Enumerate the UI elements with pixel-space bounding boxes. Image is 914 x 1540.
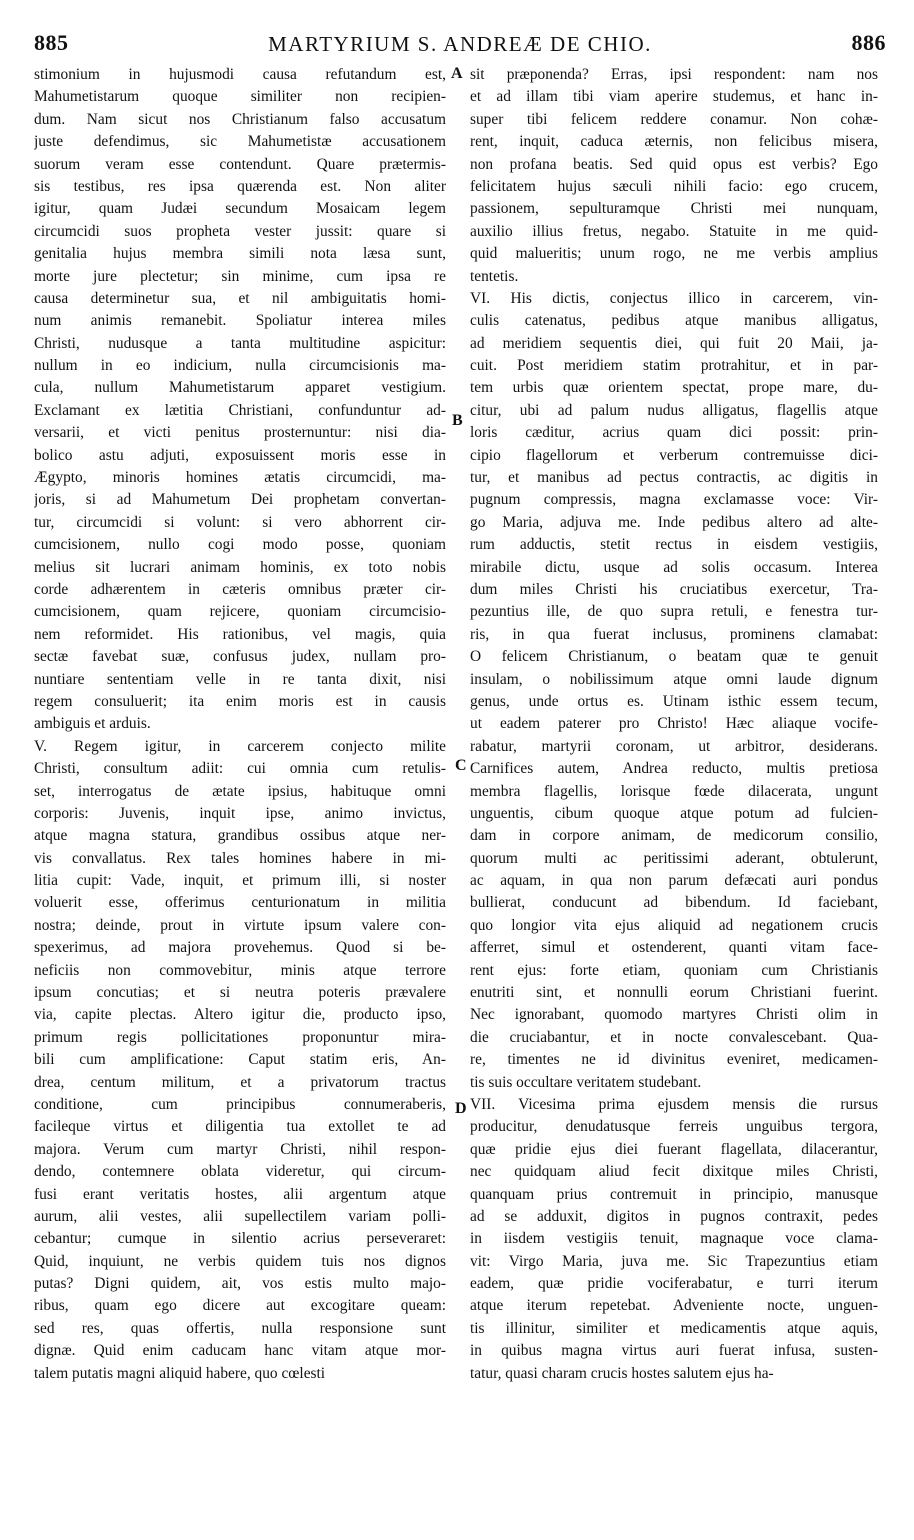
running-title: MARTYRIUM S. ANDREÆ DE CHIO. bbox=[268, 32, 652, 56]
right-column-line: tis illinitur, similiter et medicamentis atque aquis, bbox=[470, 1319, 878, 1337]
right-column-line: loris cæditur, acrius quam dici possit: prin- bbox=[470, 424, 878, 442]
right-column-line: atque iterum repetebat. Adveniente nocte, unguen- bbox=[470, 1297, 878, 1315]
right-column-line: cipio flagellorum et verberum contremuisse dici- bbox=[470, 446, 878, 464]
left-column-line: dignæ. Quid enim caducam hanc vitam atque mor- bbox=[34, 1342, 446, 1360]
left-column-line: nem reformidet. His rationibus, vel magis, quia bbox=[34, 625, 446, 643]
right-column-line: rent, inquit, caduca æternis, non felicibus misera, bbox=[470, 133, 878, 151]
left-column-line: genitalia hujus membra simili nota læsa sunt, bbox=[34, 245, 446, 263]
right-column-line: citur, ubi ad palum nudus alligatus, flagellis atque bbox=[470, 401, 878, 419]
left-column-line: majora. Verum cum martyr Christi, nihil respon- bbox=[34, 1140, 446, 1158]
left-column-line: litia cupit: Vade, inquit, et primum illi, si noster bbox=[34, 872, 446, 890]
left-column-line: bili cum amplificatione: Caput statim eris, An- bbox=[34, 1051, 446, 1069]
left-column-line: nostra; deinde, prout in virtute ipsum valere con- bbox=[34, 916, 446, 934]
right-column-line: VII. Vicesima prima ejusdem mensis die rursus bbox=[470, 1095, 878, 1113]
right-column-line: Nec ignorabant, quomodo martyres Christi olim in bbox=[470, 1006, 878, 1024]
left-column-line: V. Regem igitur, in carcerem conjecto milite bbox=[34, 737, 446, 755]
right-column-line: genus, unde ortus es. Utinam isthic essem tecum, bbox=[470, 692, 878, 710]
left-column-line: corporis: Juvenis, inquit ipse, animo invictus, bbox=[34, 804, 446, 822]
right-column-line: quo longior vita ejus aliquid ad negationem crucis bbox=[470, 916, 878, 934]
right-column-line: vit: Virgo Maria, juva me. Sic Trapezuntius etiam bbox=[470, 1252, 878, 1270]
left-column-line: ipsum concutias; et si neutra poteris prævalere bbox=[34, 984, 446, 1002]
right-column-line: rent ejus: forte etiam, quoniam cum Christianis bbox=[470, 961, 878, 979]
right-column-line: tur, et manibus ad pectus contractis, ac digitis in bbox=[470, 469, 878, 487]
right-column-line: mirabile dictu, usque ad solis occasum. Interea bbox=[470, 558, 878, 576]
left-column-line: bolico astu adjuti, exposuissent moris esse in bbox=[34, 446, 446, 464]
left-column-line: tur, circumcidi si volunt: si vero abhorrent cir- bbox=[34, 513, 446, 531]
left-column-line: sed res, quas offertis, nulla responsione sunt bbox=[34, 1319, 446, 1337]
right-column-line: tem urbis quæ orientem spectat, prope mare, du- bbox=[470, 379, 878, 397]
left-column-line: nuntiare sententiam velle in re tanta dixit, nisi bbox=[34, 670, 446, 688]
right-column-line: die cruciabantur, et in nocte convalescebant. Qua- bbox=[470, 1028, 878, 1046]
right-column-line: ad meridiem sequentis diei, qui fuit 20 Maii, ja- bbox=[470, 334, 878, 352]
right-column-line: pezuntius ille, de quo supra retuli, e fenestra tur- bbox=[470, 603, 878, 621]
section-marker-d: D bbox=[455, 1100, 467, 1117]
left-column-line: Mahumetistarum quoque similiter non recipien- bbox=[34, 88, 446, 106]
right-column-line: in iisdem vestigiis tenuit, magnaque voce clama- bbox=[470, 1230, 878, 1248]
right-column-line: membra flagellis, lorisque fœde dilacerata, ungunt bbox=[470, 782, 878, 800]
left-column-line: primum regis pollicitationes proponuntur mira- bbox=[34, 1028, 446, 1046]
right-column-line: eadem, quæ pridie vociferabatur, e turri iterum bbox=[470, 1275, 878, 1293]
left-column-line: sectæ favebat suæ, confusus judex, nullam pro- bbox=[34, 648, 446, 666]
right-column-line: rum adductis, stetit rectus in eisdem vestigiis, bbox=[470, 536, 878, 554]
right-column-line: bullierat, conducunt ad bibendum. Id faciebant, bbox=[470, 894, 878, 912]
right-column-line: insulam, o nobilissimum atque omni laude dignum bbox=[470, 670, 878, 688]
left-column-line: voluerit esse, offerimus centurionatum in militia bbox=[34, 894, 446, 912]
left-column-line: ambiguis et arduis. bbox=[34, 715, 151, 733]
left-column-line: Christi, consultum adiit: cui omnia cum retulis- bbox=[34, 760, 446, 778]
page-number-right: 886 bbox=[851, 30, 886, 55]
right-column-line: dam in corpore animam, de medicorum consilio, bbox=[470, 827, 878, 845]
left-column-line: cebantur; cumque in silentio acrius perseveraret: bbox=[34, 1230, 446, 1248]
left-column-line: num animis remanebit. Spoliatur interea miles bbox=[34, 312, 446, 330]
left-column-line: corde adhærentem in cæteris omnibus præter cir- bbox=[34, 580, 446, 598]
right-column-line: passionem, sepulturamque Christi mei nunquam, bbox=[470, 200, 878, 218]
right-column-line: dum miles Christi his cruciatibus exercetur, Tra- bbox=[470, 580, 878, 598]
right-column-line: VI. His dictis, conjectus illico in carcerem, vin- bbox=[470, 289, 878, 307]
left-column-line: Ægypto, minoris homines ætatis circumcidi, ma- bbox=[34, 469, 446, 487]
left-column-line: set, interrogatus de ætate ipsius, habituque omni bbox=[34, 782, 446, 800]
right-column-line: super tibi felicem reddere conamur. Non cohæ- bbox=[470, 110, 878, 128]
right-column-line: ris, in qua fuerat inclusus, prominens clamabat: bbox=[470, 625, 878, 643]
right-column-line: afferret, simul et ostenderent, quanti vitam face- bbox=[470, 939, 878, 957]
left-column-line: igitur, quam Judæi secundum Mosaicam legem bbox=[34, 200, 446, 218]
right-column-line: rabatur, martyrii coronam, ut arbitror, desiderans. bbox=[470, 737, 878, 755]
left-column-line: dendo, contemnere oblata videretur, qui circum- bbox=[34, 1163, 446, 1181]
right-column-line: tentetis. bbox=[470, 267, 519, 285]
left-column-line: stimonium in hujusmodi causa refutandum est, bbox=[34, 66, 446, 83]
right-column-line: felicitatem hujus sæculi nihili facio: ego crucem, bbox=[470, 177, 878, 195]
right-column-line: quæ pridie ejus diei fuerant flagellata, dilacerantur, bbox=[470, 1140, 878, 1158]
left-column-line: vis convallatus. Rex tales homines habere in mi- bbox=[34, 849, 446, 867]
left-column-line: morte jure plectetur; sin minime, cum ipsa re bbox=[34, 267, 446, 285]
right-column-line: auxilio illius fretus, negabo. Statuite in me quid- bbox=[470, 222, 878, 240]
right-column-line: producitur, denudatusque ferreis unguibus tergora, bbox=[470, 1118, 878, 1136]
right-column-line: in quibus magna virtus auri fuerat infusa, susten- bbox=[470, 1342, 878, 1360]
left-column-line: nullum in eo indicium, nulla circumcisionis ma- bbox=[34, 357, 446, 375]
left-column-line: joris, si ad Mahumetum Dei prophetam convertan- bbox=[34, 491, 446, 509]
left-column-line: aurum, alii vestes, alii supellectilem variam polli- bbox=[34, 1207, 446, 1225]
left-column-line: putas? Digni quidem, ait, vos estis multo majo- bbox=[34, 1275, 446, 1293]
left-column-line: conditione, cum principibus connumeraberis, bbox=[34, 1095, 446, 1113]
left-column-line: atque magna statura, grandibus ossibus atque ner- bbox=[34, 827, 446, 845]
right-column-line: enutriti sint, et nonnulli eorum Christiani fuerint. bbox=[470, 984, 878, 1002]
right-text-column bbox=[470, 64, 878, 1385]
section-marker-a: A bbox=[451, 65, 463, 82]
right-column-line: quorum multi ac peritissimi aderant, obtulerunt, bbox=[470, 849, 878, 867]
right-column-line: unguentis, cibum quoque atque potum ad fulcien- bbox=[470, 804, 878, 822]
right-column-line: O felicem Christianum, o beatam quæ te genuit bbox=[470, 648, 878, 666]
right-column-line: ad se adduxit, digitos in pugnos contraxit, pedes bbox=[470, 1207, 878, 1225]
left-column-line: versarii, et victi penitus prosternuntur: nisi dia- bbox=[34, 424, 446, 442]
right-column-line: Carnifices autem, Andrea reducto, multis pretiosa bbox=[470, 760, 878, 778]
left-column-line: melius sit lucrari animam hominis, ex toto nobis bbox=[34, 558, 446, 576]
page-number-left: 885 bbox=[34, 30, 69, 55]
left-column-line: dum. Nam sicut nos Christianum falso accusatum bbox=[34, 110, 446, 128]
right-column-line: tis suis occultare veritatem studebant. bbox=[470, 1073, 702, 1091]
section-marker-c: C bbox=[455, 757, 467, 774]
right-column-line: et ad illam tibi viam aperire studemus, et hanc in- bbox=[470, 88, 878, 106]
left-column-line: Quid, inquiunt, ne verbis quidem tuis nos dignos bbox=[34, 1252, 446, 1270]
right-column-line: quanquam prius contremuit in principio, manusque bbox=[470, 1185, 878, 1203]
left-column-line: neficiis non commovebitur, minis atque terrore bbox=[34, 961, 446, 979]
left-column-line: juste defendimus, sic Mahumetistæ accusationem bbox=[34, 133, 446, 151]
right-column-line: ut eadem paterer pro Christo! Hæc aliaque vocife- bbox=[470, 715, 878, 733]
right-column-line: nec quidquam aliud fecit dixitque miles Christi, bbox=[470, 1163, 878, 1181]
right-column-line: non profana beatis. Sed quid opus est verbis? Ego bbox=[470, 155, 878, 173]
left-column-line: spexerimus, ad majora provehemus. Quod si be- bbox=[34, 939, 446, 957]
left-column-line: suorum veram esse contendunt. Quare prætermis- bbox=[34, 155, 446, 173]
left-column-line: causa determinetur sua, et nil ambiguitatis homi- bbox=[34, 289, 446, 307]
left-column-line: cumcisionem, nullo cogi modo posse, quoniam bbox=[34, 536, 446, 554]
right-column-line: quid malueritis; unum rogo, ne me verbis amplius bbox=[470, 245, 878, 263]
right-column-line: go Maria, adjuva me. Inde pedibus altero ad alte- bbox=[470, 513, 878, 531]
right-column-line: pugnum compressis, magna exclamasse voce: Vir- bbox=[470, 491, 878, 509]
right-column-line: tatur, quasi charam crucis hostes salutem ejus ha- bbox=[470, 1364, 774, 1382]
left-column-line: cula, nullum Mahumetistarum apparet vestigium. bbox=[34, 379, 446, 397]
left-column-line: fusi erant veritatis hostes, alii argentum atque bbox=[34, 1185, 446, 1203]
right-column-line: ac aquam, in qua non parum defæcati auri pondus bbox=[470, 872, 878, 890]
left-text-column bbox=[34, 64, 446, 1385]
right-column-line: sit præponenda? Erras, ipsi respondent: nam nos bbox=[470, 66, 878, 83]
left-column-line: regem consuluerit; ita enim moris est in causis bbox=[34, 692, 446, 710]
left-column-line: ribus, quam ego dicere aut excogitare queam: bbox=[34, 1297, 446, 1315]
section-marker-b: B bbox=[452, 412, 463, 429]
left-column-line: via, capite plectas. Altero igitur die, producto ipso, bbox=[34, 1006, 446, 1024]
left-column-line: Christi, nudusque a tanta multitudine aspicitur: bbox=[34, 334, 446, 352]
page-header bbox=[34, 30, 886, 60]
left-column-line: Exclamant ex lætitia Christiani, confunduntur ad- bbox=[34, 401, 446, 419]
left-column-line: talem putatis magni aliquid habere, quo cœlesti bbox=[34, 1364, 326, 1382]
right-column-line: cuit. Post meridiem statim protrahitur, et in par- bbox=[470, 357, 878, 375]
left-column-line: cumcisionem, quam rejicere, quoniam circumcisio- bbox=[34, 603, 446, 621]
left-column-line: sis testibus, res ipsa quærenda est. Non aliter bbox=[34, 177, 446, 195]
right-column-line: re, timentes ne id divinitus eveniret, medicamen- bbox=[470, 1051, 878, 1069]
left-column-line: circumcidi suos propheta vester jussit: quare si bbox=[34, 222, 446, 240]
left-column-line: facileque virtus et diligentia tua extollet te ad bbox=[34, 1118, 446, 1136]
left-column-line: drea, centum militum, et a privatorum tractus bbox=[34, 1073, 446, 1091]
right-column-line: culis catenatus, pedibus atque manibus alligatus, bbox=[470, 312, 878, 330]
